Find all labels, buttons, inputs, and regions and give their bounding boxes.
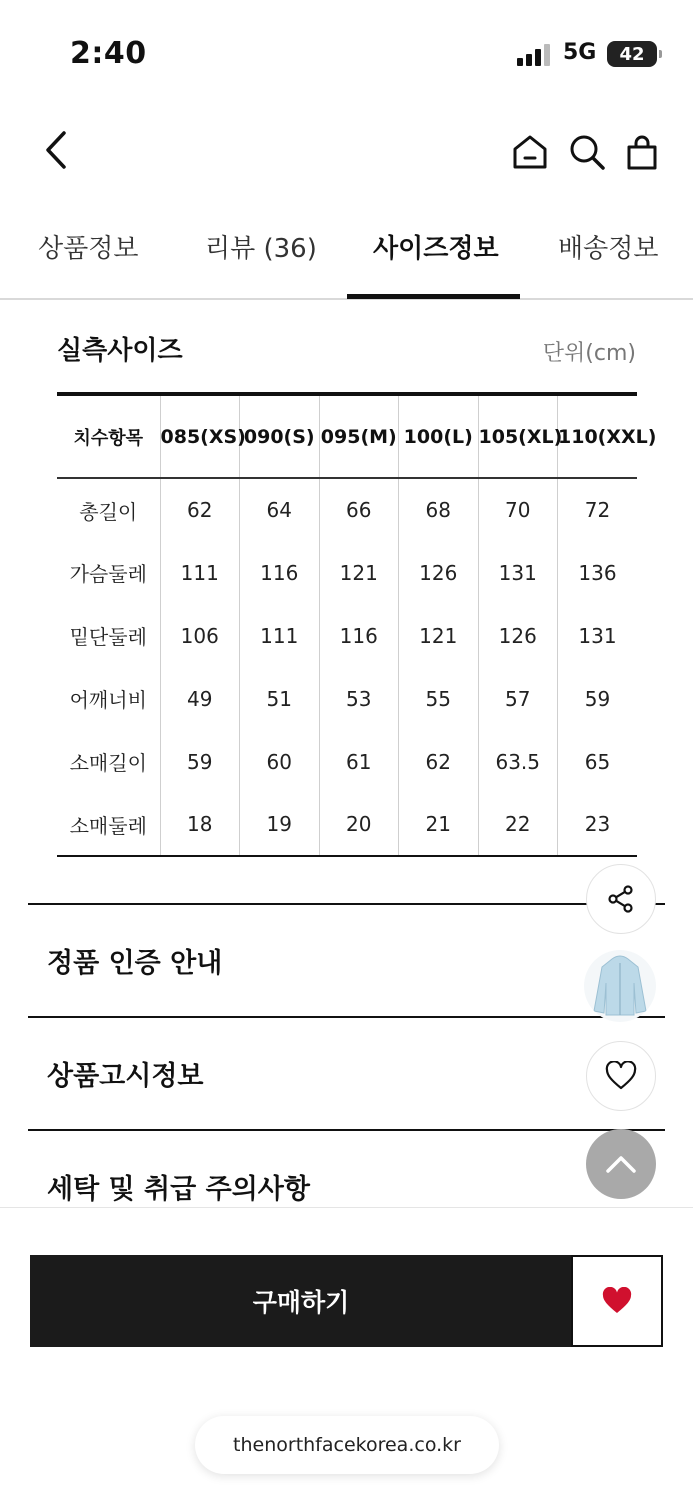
heart-outline-icon: [605, 1061, 637, 1091]
product-thumbnail[interactable]: [584, 950, 656, 1022]
table-cell: 57: [478, 667, 558, 730]
table-cell: 136: [558, 541, 638, 604]
back-arrow-icon: [44, 130, 68, 170]
table-cell: 70: [478, 478, 558, 541]
table-row: [57, 478, 637, 541]
table-cell: 53: [319, 667, 399, 730]
table-cell: 126: [478, 604, 558, 667]
table-cell: 66: [319, 478, 399, 541]
home-icon: [511, 133, 549, 171]
row-label: 소매둘레: [69, 813, 147, 838]
table-cell: 55: [399, 667, 479, 730]
tab-shipping-info[interactable]: 배송정보: [558, 234, 659, 264]
table-cell: 51: [240, 667, 320, 730]
accordion-title: 상품고시정보: [47, 1061, 204, 1092]
table-header-cell: 100(L): [399, 394, 479, 478]
table-cell: 20: [319, 793, 399, 856]
network-label: 5G: [563, 40, 597, 65]
table-cell: 60: [240, 730, 320, 793]
share-icon: [606, 884, 636, 914]
table-cell: 121: [319, 541, 399, 604]
shopping-bag-button[interactable]: [620, 130, 664, 174]
table-cell: 116: [319, 604, 399, 667]
table-cell: 111: [160, 541, 240, 604]
share-button[interactable]: [586, 864, 656, 934]
table-cell: 64: [240, 478, 320, 541]
row-label: 어깨너비: [69, 688, 147, 712]
table-cell: 121: [399, 604, 479, 667]
tab-reviews[interactable]: 리뷰 (36): [205, 234, 317, 264]
table-cell: 65: [558, 730, 638, 793]
bag-icon: [625, 133, 659, 171]
table-cell: 59: [558, 667, 638, 730]
table-header-cell: 치수항목: [57, 394, 160, 478]
row-label: 총길이: [79, 499, 138, 524]
table-cell: 22: [478, 793, 558, 856]
table-cell: 21: [399, 793, 479, 856]
jacket-thumbnail-icon: [590, 953, 650, 1019]
active-tab-indicator: [347, 294, 520, 299]
status-time: 2:40: [70, 36, 147, 71]
table-row: [57, 541, 637, 604]
table-header-cell: 110(XXL): [558, 394, 638, 478]
buy-button[interactable]: 구매하기: [30, 1255, 572, 1347]
table-cell: 62: [399, 730, 479, 793]
status-bar: [0, 0, 693, 100]
tab-size-info[interactable]: 사이즈정보: [373, 234, 499, 264]
table-cell: 106: [160, 604, 240, 667]
row-label: 밑단둘레: [69, 625, 147, 649]
top-nav: [0, 110, 693, 190]
table-cell: 72: [558, 478, 638, 541]
tab-product-info[interactable]: 상품정보: [38, 234, 139, 264]
scroll-top-button[interactable]: [586, 1129, 656, 1199]
table-cell: 126: [399, 541, 479, 604]
table-header-cell: 085(XS): [160, 394, 240, 478]
accordion-product-notice[interactable]: [28, 1016, 665, 1129]
table-cell: 68: [399, 478, 479, 541]
table-cell: 62: [160, 478, 240, 541]
table-cell: 18: [160, 793, 240, 856]
heart-filled-icon: [601, 1287, 633, 1315]
table-header-cell: 095(M): [319, 394, 399, 478]
bottom-action-bar: [0, 1207, 693, 1500]
home-button[interactable]: [508, 130, 552, 174]
browser-url-bar[interactable]: thenorthfacekorea.co.kr: [195, 1416, 499, 1474]
table-cell: 131: [478, 541, 558, 604]
search-icon: [568, 133, 606, 171]
table-cell: 131: [558, 604, 638, 667]
accordion-authenticity[interactable]: [28, 903, 665, 1016]
table-cell: 49: [160, 667, 240, 730]
table-header-cell: 090(S): [240, 394, 320, 478]
accordion-title: 세탁 및 취급 주의사항: [47, 1174, 310, 1205]
accordion-title: 정품 인증 안내: [47, 948, 223, 979]
table-row: [57, 667, 637, 730]
back-button[interactable]: [34, 128, 78, 172]
search-button[interactable]: [565, 130, 609, 174]
table-row: [57, 730, 637, 793]
table-row: [57, 604, 637, 667]
table-cell: 59: [160, 730, 240, 793]
table-header-row: [57, 394, 637, 478]
table-cell: 116: [240, 541, 320, 604]
wishlist-button[interactable]: [571, 1255, 663, 1347]
table-cell: 63.5: [478, 730, 558, 793]
battery-indicator: 42: [607, 41, 657, 67]
product-tabs: [0, 210, 693, 300]
row-label: 가슴둘레: [69, 562, 147, 586]
row-label: 소매길이: [69, 751, 147, 775]
size-table: [57, 392, 657, 857]
table-cell: 19: [240, 793, 320, 856]
table-row: [57, 793, 637, 856]
table-header-cell: 105(XL): [478, 394, 558, 478]
wishlist-float-button[interactable]: [586, 1041, 656, 1111]
chevron-up-icon: [605, 1154, 637, 1174]
table-cell: 111: [240, 604, 320, 667]
unit-label: 단위(cm): [542, 341, 636, 366]
size-section-title: 실측사이즈: [57, 336, 183, 366]
table-cell: 23: [558, 793, 638, 856]
signal-icon: [517, 44, 553, 66]
table-cell: 61: [319, 730, 399, 793]
